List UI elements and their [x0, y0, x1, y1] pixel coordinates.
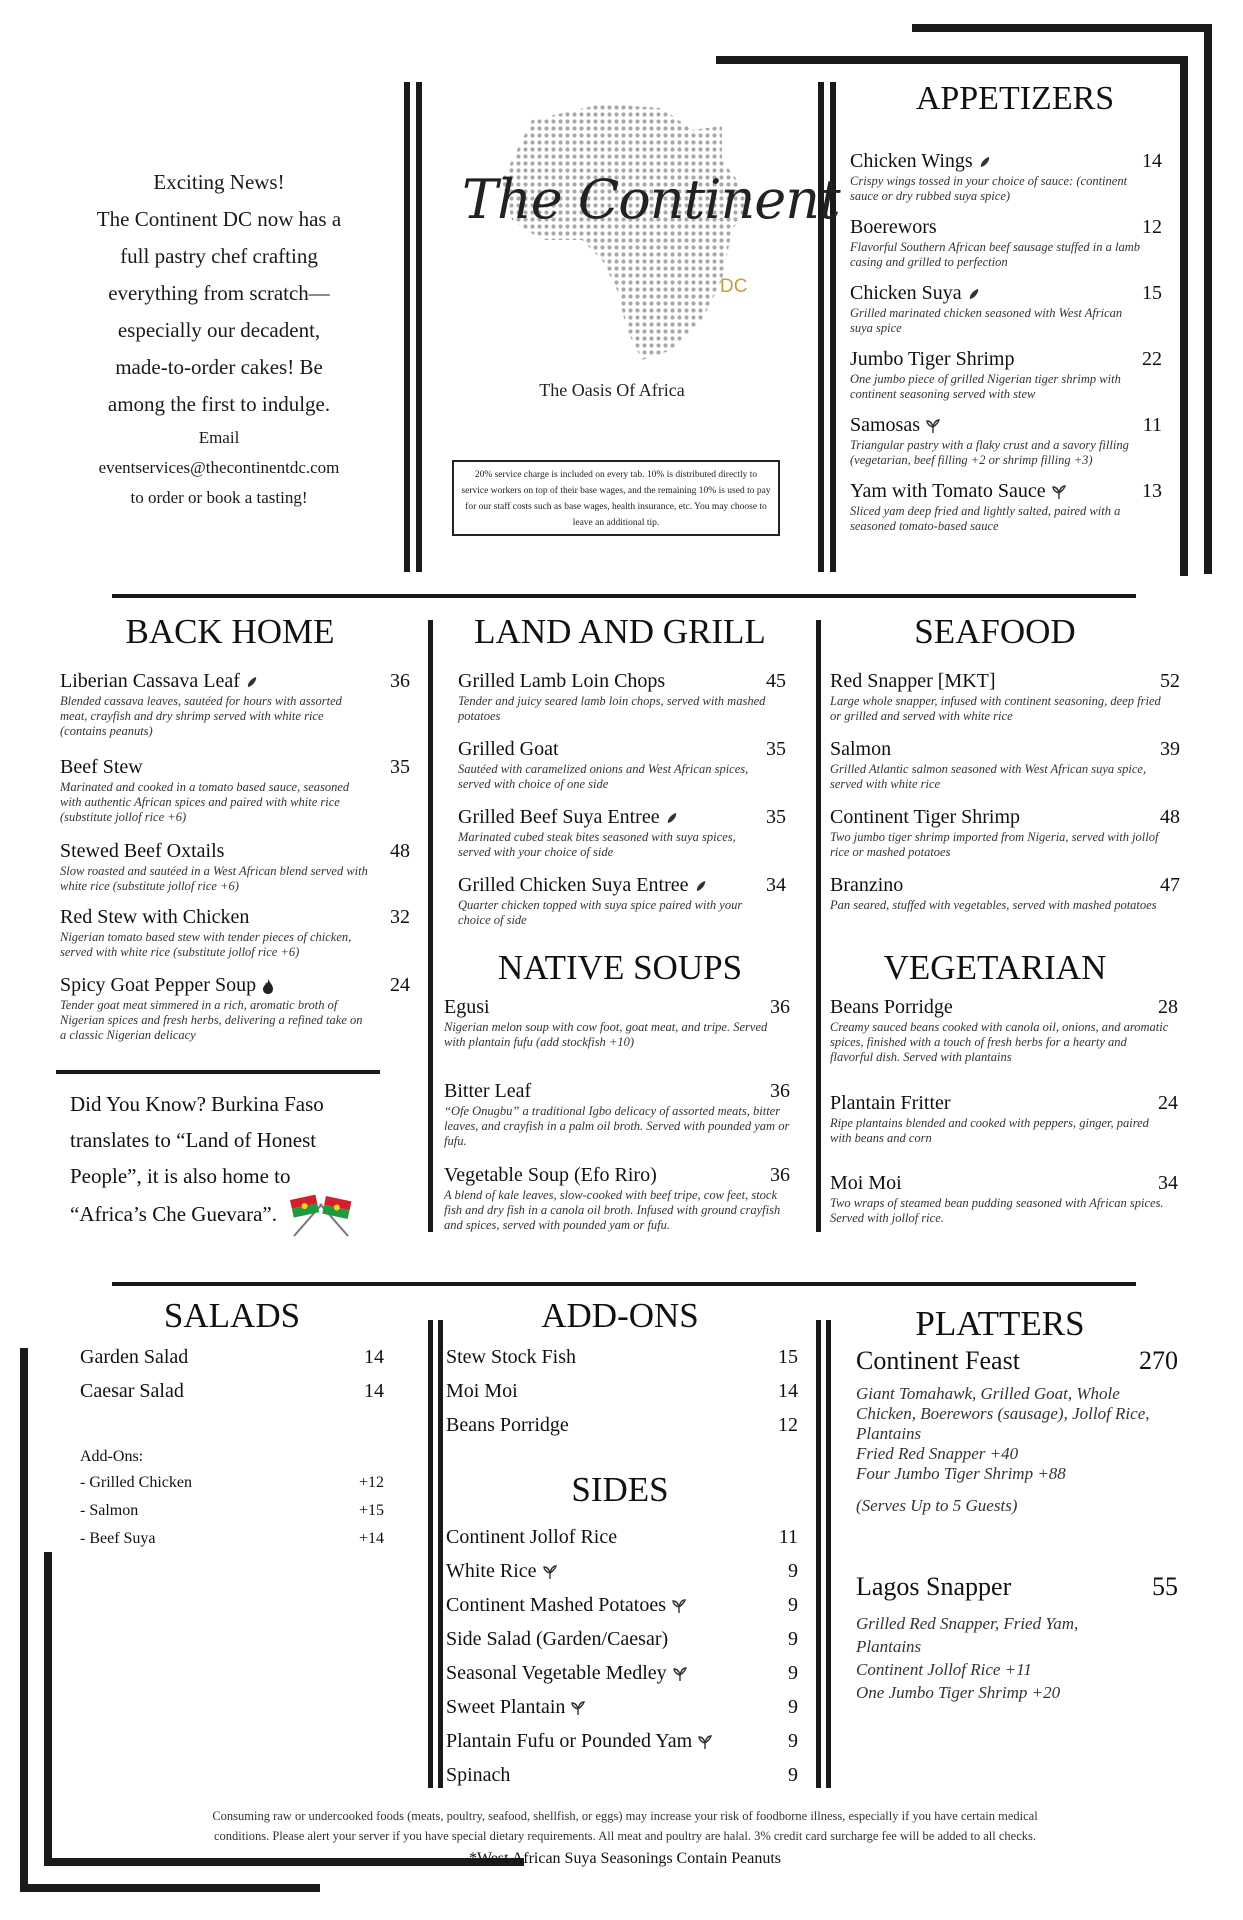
menu-item-jumbo-tiger-shrimp: [850, 348, 1162, 402]
feast-line: Fried Red Snapper +40: [856, 1444, 1019, 1463]
item-price: 9: [788, 1662, 798, 1684]
item-price: 9: [788, 1560, 798, 1582]
dyk-line-text: “Africa’s Che Guevara”.: [70, 1201, 277, 1226]
item-price: 24: [1158, 1092, 1178, 1114]
item-name: Beans Porridge: [830, 996, 953, 1018]
item-description: Creamy sauced beans cooked with canola oil, onions, and aromatic spices, finished with a touch of fresh herbs for a hearty and flavorful dish. Served with plantains: [830, 1020, 1169, 1064]
item-price: 11: [778, 1526, 798, 1548]
feast-line: Giant Tomahawk, Grilled Goat, Whole: [856, 1384, 1120, 1403]
item-description: Crispy wings tossed in your choice of sauce: (continent sauce or dry rubbed suya spice): [850, 174, 1128, 203]
lagos-line: One Jumbo Tiger Shrimp +20: [856, 1683, 1061, 1702]
item-name: Liberian Cassava Leaf: [60, 670, 240, 692]
item-price: 32: [390, 906, 410, 928]
item-price: 24: [390, 974, 410, 996]
item-price: 9: [788, 1764, 798, 1786]
item-name: Yam with Tomato Sauce: [850, 480, 1046, 502]
hrule-2: [112, 1282, 1136, 1286]
item-description: Grilled Atlantic salmon seasoned with West African suya spice, served with white rice: [830, 762, 1147, 791]
feast-serves: (Serves Up to 5 Guests): [856, 1496, 1018, 1515]
divider-bot-left-b: [438, 1320, 443, 1788]
land-grill-heading: LAND AND GRILL: [474, 612, 766, 651]
item-description: Quarter chicken topped with suya spice paired with your choice of side: [458, 898, 743, 927]
item-name: Grilled Beef Suya Entree: [458, 806, 660, 828]
item-price: 15: [1142, 282, 1162, 304]
item-name: Spinach: [446, 1764, 511, 1786]
logo: [452, 90, 840, 420]
item-name: Jumbo Tiger Shrimp: [850, 348, 1015, 370]
seafood-heading: SEAFOOD: [914, 612, 1076, 651]
news-email-label: Email: [198, 428, 240, 447]
item-name: Bitter Leaf: [444, 1080, 532, 1102]
item-name: Continent Mashed Potatoes: [446, 1594, 666, 1616]
lagos-line: Grilled Red Snapper, Fried Yam,: [856, 1614, 1079, 1633]
service-charge-note: 20% service charge is included on every tab. 10% is distributed directly to service workers on top of their base wages, and the remaining 10% is used to pay for our staff costs such as base wages, health insurance, etc. You may choose to leave an additional tip.: [452, 460, 780, 536]
item-price: 9: [788, 1628, 798, 1650]
menu-item-stewed-beef-oxtails: [60, 840, 410, 894]
item-price: 12: [1142, 216, 1162, 238]
feast-line: Chicken, Boerewors (sausage), Jollof Rice,: [856, 1404, 1150, 1423]
divider-bot-right-b: [826, 1320, 831, 1788]
menu-item-continent-mashed-potatoes: [446, 1594, 798, 1617]
menu-item-chicken-suya: [850, 282, 1162, 336]
feast-line: Plantains: [856, 1424, 922, 1443]
item-description: A blend of kale leaves, slow-cooked with beef tripe, cow feet, stock fish and dry fish in a canola oil broth. Infused with ground crayfish and spices, served with pounded yam or fufu.: [444, 1188, 781, 1232]
menu-item-garden-salad: [80, 1346, 384, 1369]
leaf-icon: [537, 1560, 558, 1582]
item-description: Triangular pastry with a flaky crust and a savory filling (vegetarian, beef filling +2 or shrimp filling +3): [850, 438, 1129, 467]
item-price: 34: [1158, 1172, 1178, 1194]
item-description: “Ofe Onugbu” a traditional Igbo delicacy of assorted meats, bitter leaves, and crayfish in a palm oil broth. Served with pounded yam or fufu.: [444, 1104, 790, 1148]
item-price: 22: [1142, 348, 1162, 370]
menu-item-plantain-fufu-or-pounded-yam: [446, 1730, 798, 1753]
menu-item-continent-jollof-rice: [446, 1526, 798, 1549]
item-description: Sautéed with caramelized onions and West African spices, served with choice of one side: [458, 762, 749, 791]
item-description: Ripe plantains blended and cooked with peppers, ginger, paired with beans and corn: [830, 1116, 1149, 1145]
item-name: Moi Moi: [830, 1172, 902, 1194]
salad-addon-salmon: [80, 1502, 384, 1520]
frame-right-inner: [1180, 56, 1188, 576]
add-ons-heading: ADD-ONS: [541, 1296, 699, 1335]
item-description: Grilled marinated chicken seasoned with West African suya spice: [850, 306, 1123, 335]
dyk-line: Did You Know? Burkina Faso: [70, 1092, 324, 1116]
news-block: [64, 164, 374, 513]
footer-line: conditions. Please alert your server if you have special dietary requirements. All meat and poultry are halal. 3% credit card surcharge fee will be added to all checks.: [213, 1829, 1037, 1843]
menu-item-vegetable-soup-efo-riro: [444, 1164, 790, 1233]
platter-lagos-snapper: [856, 1572, 1178, 1704]
frame-left-bottom-outer: [20, 1348, 28, 1892]
item-price: 14: [364, 1380, 384, 1402]
addon-name: - Beef Suya: [80, 1530, 156, 1547]
menu-item-beans-porridge: [830, 996, 1178, 1065]
platter-continent-feast: [856, 1346, 1178, 1516]
hrule-backhome: [56, 1070, 380, 1074]
item-name: Moi Moi: [446, 1380, 518, 1402]
frame-right-outer: [1204, 24, 1212, 574]
item-name: Samosas: [850, 414, 920, 436]
item-name: Beans Porridge: [446, 1414, 569, 1436]
item-price: 14: [778, 1380, 798, 1402]
item-description: Nigerian tomato based stew with tender pieces of chicken, served with white rice (substitute jollof rice +6): [60, 930, 352, 959]
salads-heading: SALADS: [163, 1296, 301, 1335]
news-email-link[interactable]: eventservices@thecontinentdc.com: [98, 458, 340, 477]
item-price: 15: [778, 1346, 798, 1368]
divider-bot-left-a: [428, 1320, 433, 1788]
leaf-icon: [920, 414, 941, 436]
item-price: 12: [778, 1414, 798, 1436]
menu-item-stew-stock-fish: [446, 1346, 798, 1369]
menu-item-continent-tiger-shrimp: [830, 806, 1180, 860]
item-price: 47: [1160, 874, 1180, 896]
item-name: Red Stew with Chicken: [60, 906, 250, 928]
item-price: 34: [766, 874, 786, 896]
leaf-icon: [692, 1730, 713, 1752]
did-you-know: [70, 1086, 390, 1238]
menu-item-grilled-lamb-loin-chops: [458, 670, 786, 724]
frame-top-inner: [716, 56, 1188, 64]
item-price: 36: [770, 996, 790, 1018]
lagos-line: Plantains: [856, 1637, 922, 1656]
item-name: Grilled Lamb Loin Chops: [458, 670, 666, 692]
menu-item-salmon: [830, 738, 1180, 792]
addon-price: +12: [358, 1474, 384, 1491]
menu-item-spinach: [446, 1764, 798, 1787]
divider-top-right-b: [830, 82, 836, 572]
item-description: Blended cassava leaves, sautéed for hours with assorted meat, crayfish and dry shrimp served with white rice (contains peanuts): [60, 694, 342, 738]
divider-mid-right: [816, 620, 821, 1232]
item-price: 36: [390, 670, 410, 692]
news-line: everything from scratch—: [108, 281, 330, 305]
pepper-icon: [660, 806, 679, 828]
item-name: Stewed Beef Oxtails: [60, 840, 225, 862]
item-price: 36: [770, 1164, 790, 1186]
dyk-line: translates to “Land of Honest: [70, 1128, 317, 1152]
item-name: Branzino: [830, 874, 904, 896]
item-description: Marinated cubed steak bites seasoned with suya spices, served with your choice of side: [458, 830, 736, 859]
logo-tagline: The Oasis Of Africa: [539, 380, 685, 400]
news-line: full pastry chef crafting: [120, 244, 318, 268]
item-price: 11: [1142, 414, 1162, 436]
item-name: Plantain Fufu or Pounded Yam: [446, 1730, 693, 1752]
news-line: made-to-order cakes! Be: [115, 355, 323, 379]
pepper-icon: [240, 670, 259, 692]
item-name: Seasonal Vegetable Medley: [446, 1662, 667, 1684]
pepper-icon: [973, 150, 992, 172]
native-soups-heading: NATIVE SOUPS: [497, 948, 743, 987]
lagos-line: Continent Jollof Rice +11: [856, 1660, 1032, 1679]
divider-top-left-b: [416, 82, 422, 572]
item-name: Continent Tiger Shrimp: [830, 806, 1021, 828]
menu-item-yam-with-tomato-sauce: [850, 480, 1162, 534]
item-name: Garden Salad: [80, 1346, 189, 1368]
menu-item-egusi: [444, 996, 790, 1050]
news-line: among the first to indulge.: [107, 392, 331, 416]
footer-line: Consuming raw or undercooked foods (meats, poultry, seafood, shellfish, or eggs) may increase your risk of foodborne illness, especially if you have certain medical: [212, 1809, 1038, 1823]
item-name: Plantain Fritter: [830, 1092, 951, 1114]
item-name: Beef Stew: [60, 756, 143, 778]
item-price: 13: [1142, 480, 1162, 502]
item-price: 14: [364, 1346, 384, 1368]
item-name: Salmon: [830, 738, 892, 760]
frame-top-outer: [912, 24, 1212, 32]
item-name: Stew Stock Fish: [446, 1346, 577, 1368]
item-description: Marinated and cooked in a tomato based sauce, seasoned with authentic African spices and paired with white rice (substitute jollof rice +6): [60, 780, 350, 824]
item-name: Continent Jollof Rice: [446, 1526, 618, 1548]
item-name: Egusi: [444, 996, 490, 1018]
menu-item-boerewors: [850, 216, 1162, 270]
menu-item-plantain-fritter: [830, 1092, 1178, 1146]
menu-item-sweet-plantain: [446, 1696, 798, 1719]
item-description: Large whole snapper, infused with continent seasoning, deep fried or grilled and served with white rice: [830, 694, 1161, 723]
feast-name: Continent Feast: [856, 1346, 1020, 1375]
menu-item-grilled-goat: [458, 738, 786, 792]
item-name: White Rice: [446, 1560, 537, 1582]
menu-item-grilled-chicken-suya-entree: [458, 874, 786, 928]
menu-item-samosas: [850, 414, 1162, 468]
item-name: Caesar Salad: [80, 1380, 184, 1402]
feast-price: 270: [1139, 1346, 1178, 1375]
burkina-faso-flags-icon: [286, 1194, 356, 1238]
item-description: Tender goat meat simmered in a rich, aromatic broth of Nigerian spices and fresh herbs, delivering a refined take on a classic Nigerian delicacy: [60, 998, 363, 1042]
item-price: 48: [1160, 806, 1180, 828]
item-name: Side Salad (Garden/Caesar): [446, 1628, 669, 1650]
item-price: 9: [788, 1730, 798, 1752]
divider-bot-right-a: [816, 1320, 821, 1788]
item-price: 9: [788, 1594, 798, 1616]
salad-addon-grilled-chicken: [80, 1474, 384, 1492]
dyk-line: [70, 1194, 390, 1238]
lagos-name: Lagos Snapper: [856, 1572, 1012, 1601]
menu-item-liberian-cassava-leaf: [60, 670, 410, 739]
item-price: 39: [1160, 738, 1180, 760]
flame-icon: [256, 974, 275, 996]
item-price: 35: [766, 738, 786, 760]
back-home-heading: BACK HOME: [125, 612, 335, 651]
menu-item-white-rice: [446, 1560, 798, 1583]
feast-line: Four Jumbo Tiger Shrimp +88: [856, 1464, 1066, 1483]
news-line: The Continent DC now has a: [96, 207, 342, 231]
addon-price: +15: [358, 1502, 384, 1519]
menu-item-red-snapper-mkt: [830, 670, 1180, 724]
news-line: Exciting News!: [153, 170, 285, 194]
divider-top-right-a: [818, 82, 824, 572]
menu-item-side-salad-garden-caesar: [446, 1628, 798, 1651]
africa-dots-graphic: [452, 90, 797, 420]
leaf-icon: [565, 1696, 586, 1718]
platters-heading: PLATTERS: [915, 1304, 1085, 1343]
item-price: 14: [1142, 150, 1162, 172]
menu-item-beef-stew: [60, 756, 410, 825]
addon-name: - Salmon: [80, 1502, 139, 1519]
menu-item-branzino: [830, 874, 1180, 913]
menu-item-caesar-salad: [80, 1380, 384, 1403]
item-name: Grilled Goat: [458, 738, 559, 760]
item-description: Flavorful Southern African beef sausage stuffed in a lamb casing and grilled to perfection: [850, 240, 1141, 269]
frame-bottom-outer: [20, 1884, 320, 1892]
item-description: Nigerian melon soup with cow foot, goat meat, and tripe. Served with plantain fufu (add stockfish +10): [444, 1020, 768, 1049]
item-description: Two jumbo tiger shrimp imported from Nigeria, served with jollof rice or mashed potatoes: [830, 830, 1159, 859]
item-price: 48: [390, 840, 410, 862]
news-email-cta: to order or book a tasting!: [130, 488, 308, 507]
salads-addons-label: Add-Ons:: [80, 1448, 144, 1465]
item-price: 45: [766, 670, 786, 692]
item-price: 52: [1160, 670, 1180, 692]
item-name: Chicken Suya: [850, 282, 962, 304]
logo-wordmark: The Continent: [462, 168, 840, 231]
addon-name: - Grilled Chicken: [80, 1474, 192, 1491]
vegetarian-heading: VEGETARIAN: [883, 948, 1107, 987]
item-name: Sweet Plantain: [446, 1696, 566, 1718]
item-price: 36: [770, 1080, 790, 1102]
footer-peanuts-note: *West African Suya Seasonings Contain Peanuts: [468, 1850, 781, 1867]
sides-heading: SIDES: [571, 1470, 669, 1509]
item-description: Two wraps of steamed bean pudding seasoned with African spices. Served with jollof rice.: [830, 1196, 1164, 1225]
salad-addon-beef-suya: [80, 1530, 384, 1548]
news-line: especially our decadent,: [117, 318, 321, 342]
divider-top-left-a: [404, 82, 410, 572]
pepper-icon: [689, 874, 708, 896]
lagos-price: 55: [1152, 1572, 1178, 1601]
menu-item-spicy-goat-pepper-soup: [60, 974, 410, 1043]
appetizers-heading: APPETIZERS: [915, 80, 1115, 117]
menu-item-bitter-leaf: [444, 1080, 790, 1149]
pepper-icon: [962, 282, 981, 304]
item-price: 28: [1158, 996, 1178, 1018]
item-description: Slow roasted and sautéed in a West African blend served with white rice (substitute jollof rice +6): [60, 864, 368, 893]
item-name: Spicy Goat Pepper Soup: [60, 974, 257, 996]
item-description: Tender and juicy seared lamb loin chops, served with mashed potatoes: [458, 694, 766, 723]
item-name: Vegetable Soup (Efo Riro): [444, 1164, 657, 1186]
menu-item-moi-moi: [830, 1172, 1178, 1226]
item-price: 9: [788, 1696, 798, 1718]
dyk-line: People”, it is also home to: [70, 1164, 291, 1188]
divider-mid-left: [428, 620, 433, 1232]
addon-price: +14: [358, 1530, 384, 1547]
item-price: 35: [390, 756, 410, 778]
item-name: Boerewors: [850, 216, 937, 238]
item-name: Grilled Chicken Suya Entree: [458, 874, 689, 896]
menu-item-red-stew-with-chicken: [60, 906, 410, 960]
menu-item-chicken-wings: [850, 150, 1162, 204]
item-name: Chicken Wings: [850, 150, 973, 172]
hrule-1: [112, 594, 1136, 598]
item-description: Sliced yam deep fried and lightly salted, paired with a seasoned tomato-based sauce: [850, 504, 1121, 533]
item-price: 35: [766, 806, 786, 828]
leaf-icon: [666, 1594, 687, 1616]
menu-item-seasonal-vegetable-medley: [446, 1662, 798, 1685]
frame-left-bottom-inner: [44, 1552, 52, 1866]
menu-item-moi-moi: [446, 1380, 798, 1403]
menu-item-grilled-beef-suya-entree: [458, 806, 786, 860]
logo-dc: DC: [720, 276, 748, 297]
leaf-icon: [667, 1662, 688, 1684]
item-description: One jumbo piece of grilled Nigerian tiger shrimp with continent seasoning served with stew: [850, 372, 1121, 401]
leaf-icon: [1046, 480, 1067, 502]
item-name: Red Snapper [MKT]: [830, 670, 996, 692]
menu-item-beans-porridge: [446, 1414, 798, 1437]
item-description: Pan seared, stuffed with vegetables, served with mashed potatoes: [830, 898, 1157, 912]
footer-disclaimer: [100, 1806, 1150, 1846]
